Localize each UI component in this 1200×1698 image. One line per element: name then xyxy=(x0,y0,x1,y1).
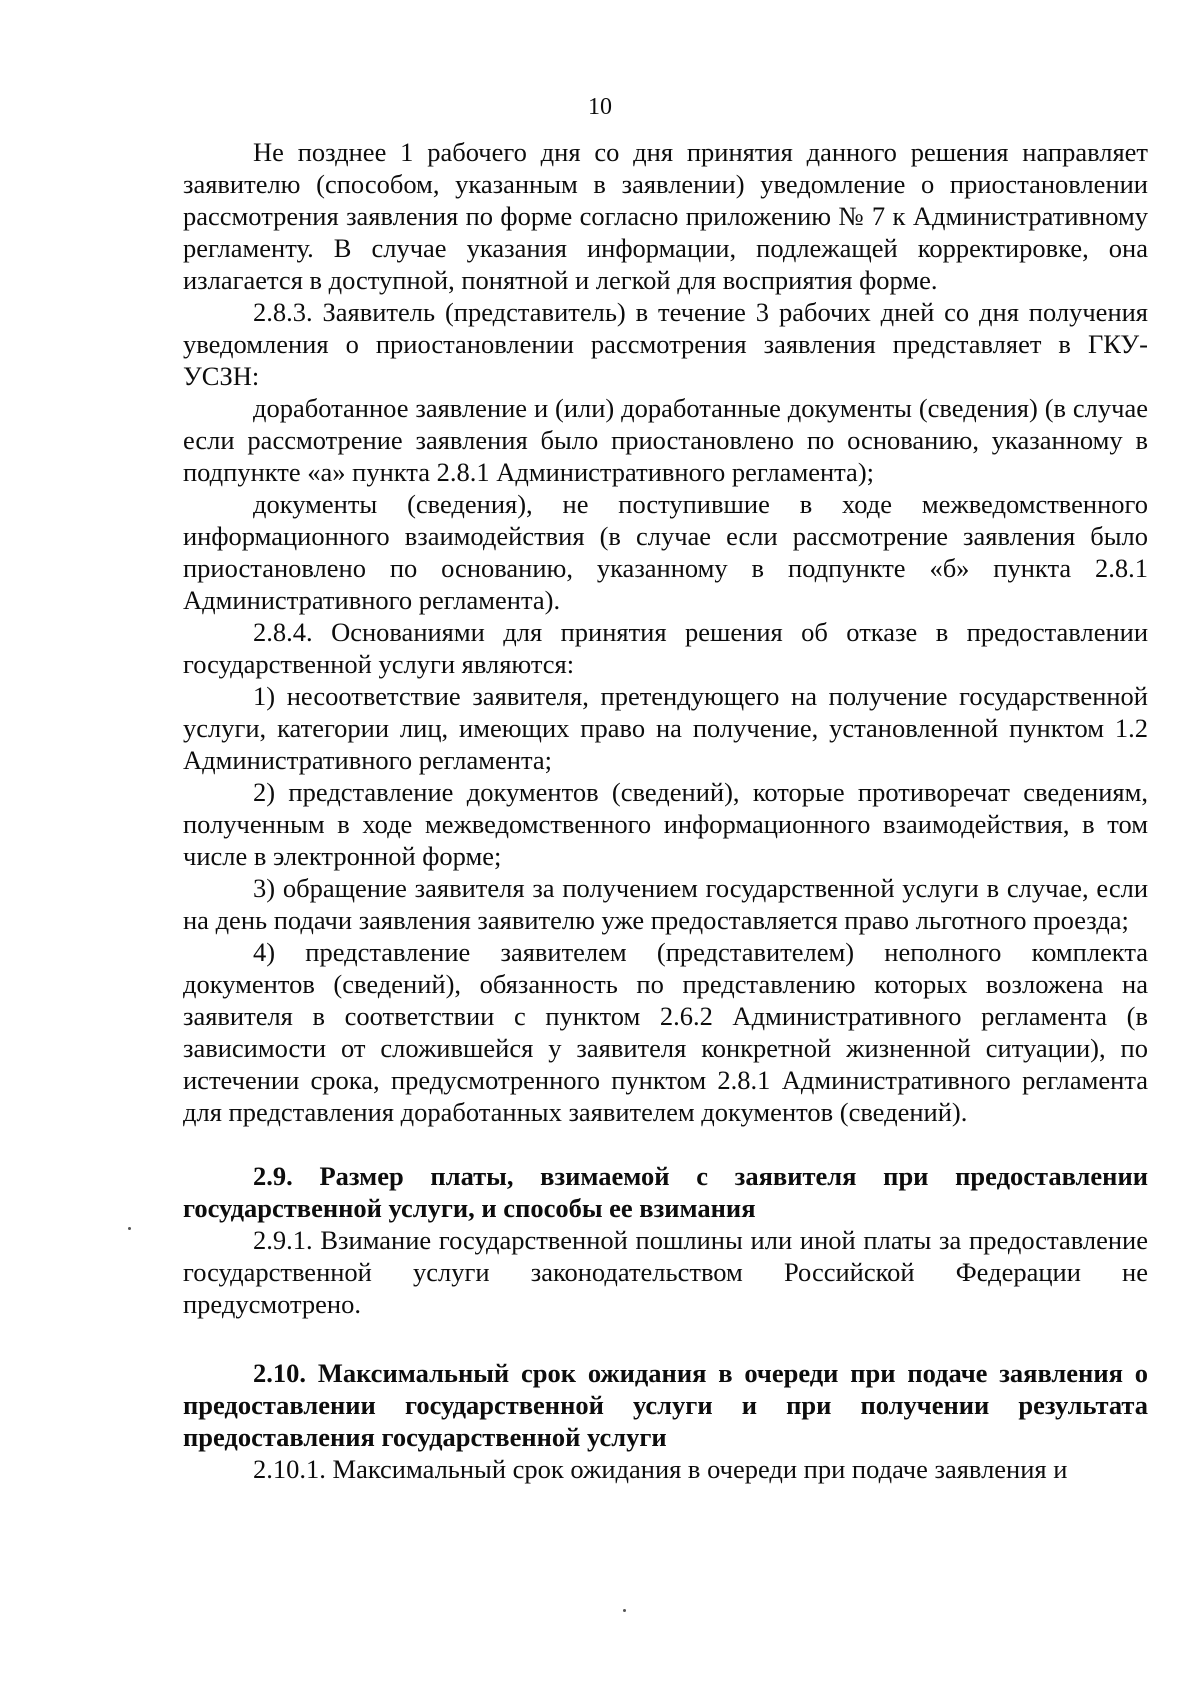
paragraph-2-10-1: 2.10.1. Максимальный срок ожидания в очереди при подаче заявления и xyxy=(253,1454,1068,1484)
refusal-reason-1: 1) несоответствие заявителя, претендующего на получение государственной услуги, категории лиц, имеющих право на получение, установленной пунктом 1.2 Административного регламента; xyxy=(183,681,1148,775)
scan-speck xyxy=(623,1609,626,1612)
paragraph-suspension-notice: Не позднее 1 рабочего дня со дня принятия данного решения направляет заявителю (способом, указанным в заявлении) уведомление о приостановлении рассмотрения заявления по форме согласно приложению № 7 к Административному регламенту. В случае указания информации, подлежащей корректировке, она излагается в доступной, понятной и легкой для восприятия форме. xyxy=(183,137,1148,295)
paragraph-2-9-1: 2.9.1. Взимание государственной пошлины или иной платы за предоставление государственной услуги законодательством Российской Федерации не предусмотрено. xyxy=(183,1225,1148,1319)
page-number: 10 xyxy=(588,94,612,120)
paragraph-2-8-4: 2.8.4. Основаниями для принятия решения об отказе в предоставлении государственной услуги являются: xyxy=(183,617,1148,679)
refusal-reason-3: 3) обращение заявителя за получением государственной услуги в случае, если на день подачи заявления заявителю уже предоставляется право льготного проезда; xyxy=(183,873,1148,935)
section-2-9-heading: 2.9. Размер платы, взимаемой с заявителя при предоставлении государственной услуги, и способы ее взимания xyxy=(183,1161,1148,1223)
paragraph-2-8-3: 2.8.3. Заявитель (представитель) в течение 3 рабочих дней со дня получения уведомления о приостановлении рассмотрения заявления представляет в ГКУ-УСЗН: xyxy=(183,297,1148,391)
paragraph-missing-documents: документы (сведения), не поступившие в ходе межведомственного информационного взаимодействия (в случае если рассмотрение заявления было приостановлено по основанию, указанному в подпункте «б» пункта 2.8.1 Административного регламента). xyxy=(183,489,1148,615)
refusal-reason-4: 4) представление заявителем (представителем) неполного комплекта документов (сведений), обязанность по представлению которых возложена на заявителя в соответствии с пунктом 2.6.2 Административного регламента (в зависимости от сложившейся у заявителя конкретной жизненной ситуации), по истечении срока, предусмотренного пунктом 2.8.1 Административного регламента для представления доработанных заявителем документов (сведений). xyxy=(183,937,1148,1127)
refusal-reason-2: 2) представление документов (сведений), которые противоречат сведениям, полученным в ходе межведомственного информационного взаимодействия, в том числе в электронной форме; xyxy=(183,777,1148,871)
document-body xyxy=(183,136,1148,1485)
paragraph-revised-application: доработанное заявление и (или) доработанные документы (сведения) (в случае если рассмотрение заявления было приостановлено по основанию, указанному в подпункте «а» пункта 2.8.1 Административного регламента); xyxy=(183,393,1148,487)
section-2-10-heading: 2.10. Максимальный срок ожидания в очереди при подаче заявления о предоставлении государственной услуги и при получении результата предоставления государственной услуги xyxy=(183,1358,1148,1452)
scan-speck xyxy=(128,1227,131,1230)
